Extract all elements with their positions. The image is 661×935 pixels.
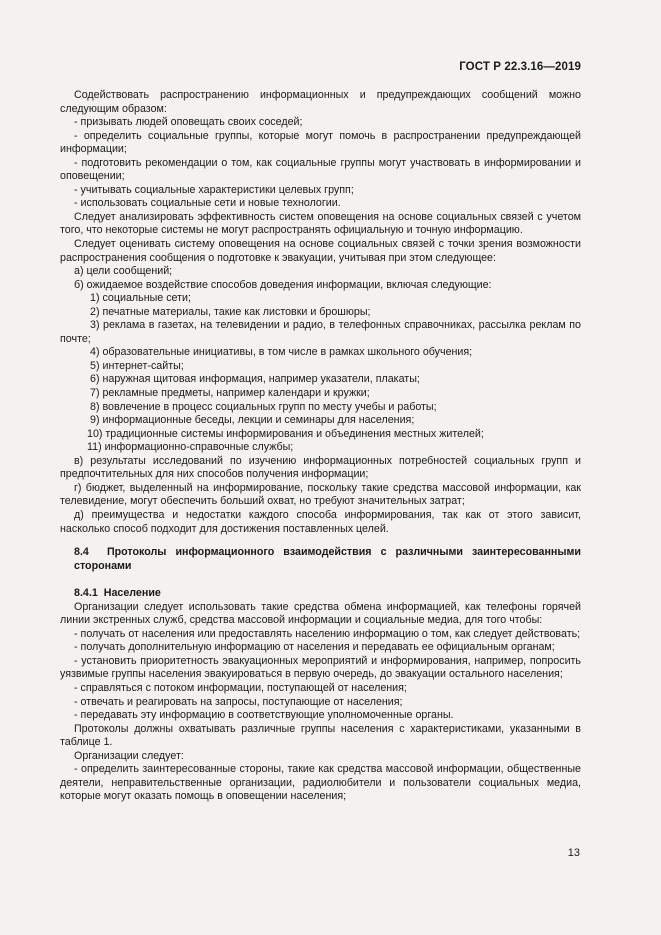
paragraph: 4) образовательные инициативы, в том числе в рамках школьного обучения; [90,346,473,359]
paragraph: 6) наружная щитовая информация, например указатели, плакаты; [90,373,420,386]
paragraph: 8) вовлечение в процесс социальных групп по месту учебы и работы; [90,400,437,413]
paragraph: - призывать людей оповещать своих соседей; [74,116,303,129]
paragraph: а) цели сообщений; [74,265,173,278]
paragraph: Следует анализировать эффективность систем оповещения на основе социальных связей с учетом того, что некоторые системы не могут распространять официальную и точную информацию. [60,210,581,237]
paragraph: 5) интернет-сайты; [90,359,184,372]
paragraph: - учитывать социальные характеристики целевых групп; [74,183,354,196]
paragraph: 10) традиционные системы информирования и объединения местных жителей; [87,427,484,440]
paragraph: г) бюджет, выделенный на информирование, поскольку такие средства массовой информации, как телевидение, могут обеспечить больший охват, но требуют значительных затрат; [60,481,581,508]
paragraph: 7) рекламные предметы, например календари и кружки; [90,387,370,400]
paragraph: д) преимущества и недостатки каждого способа информирования, так как от этого зависит, насколько способ подходит для достижения поставленных целей. [60,508,581,535]
subsection-number: 8.4.1 [74,587,98,600]
paragraph: - получать дополнительную информацию от населения и передавать ее официальным органам; [74,641,555,654]
paragraph: 1) социальные сети; [90,292,191,305]
document-body [60,89,581,804]
section-heading [60,546,581,573]
paragraph: - отвечать и реагировать на запросы, поступающие от населения; [74,695,403,708]
section-title: Протоколы информационного взаимодействия с различными заинтересованными сторонами [74,546,581,572]
paragraph: 9) информационные беседы, лекции и семинары для населения; [90,414,415,427]
paragraph: 3) реклама в газетах, на телевидении и радио, в телефонных справочниках, рассылка реклам по почте; [60,319,581,345]
standard-code-header: ГОСТ Р 22.3.16—2019 [459,61,581,73]
paragraph: - использовать социальные сети и новые технологии. [74,197,341,210]
paragraph: в) результаты исследований по изучению информационных потребностей социальных групп и предпочтительных для них способов получения информации; [60,454,581,481]
paragraph: - получать от населения или предоставлять населению информацию о том, как следует действовать; [74,627,581,640]
section-number: 8.4 [74,546,89,559]
paragraph: - передавать эту информацию в соответствующие уполномоченные органы. [74,709,454,722]
paragraph: Организации следует: [74,749,184,762]
paragraph: Организации следует использовать такие средства обмена информацией, как телефоны горячей линии экстренных служб, средства массовой информации и социальные медиа, для того чтобы: [60,600,581,627]
paragraph: 2) печатные материалы, такие как листовки и брошюры; [90,305,371,318]
page-number: 13 [567,847,580,859]
paragraph: Протоколы должны охватывать различные группы населения с характеристиками, указанными в таблице 1. [60,722,581,749]
paragraph: - справляться с потоком информации, поступающей от населения; [74,681,407,694]
paragraph: Следует оценивать систему оповещения на основе социальных связей с точки зрения возможности распространения сообщения о подготовке к эвакуации, учитывая при этом следующее: [60,238,581,264]
paragraph: - определить заинтересованные стороны, такие как средства массовой информации, общественные деятели, неправительственные организации, радиолюбители и пользователи социальных медиа, которые могут оказать помощь в оповещении населения; [60,763,581,803]
paragraph: - установить приоритетность эвакуационных мероприятий и информирования, например, попросить уязвимые группы населения эвакуироваться в первую очередь, до эвакуации остального населения; [60,654,581,681]
subsection-title: Население [103,587,161,600]
paragraph: б) ожидаемое воздействие способов доведения информации, включая следующие: [74,278,492,291]
paragraph-block-2 [60,601,581,804]
paragraph: Содействовать распространению информационных и предупреждающих сообщений можно следующим образом: [60,89,581,115]
paragraph: - определить социальные группы, которые могут помочь в распространении предупреждающей информации; [60,129,581,156]
paragraph: - подготовить рекомендации о том, как социальные группы могут участвовать в информировании и оповещении; [60,156,581,183]
paragraph: 11) информационно-справочные службы; [87,441,294,454]
subsection-heading [60,587,581,601]
paragraph-block-1 [60,89,581,536]
